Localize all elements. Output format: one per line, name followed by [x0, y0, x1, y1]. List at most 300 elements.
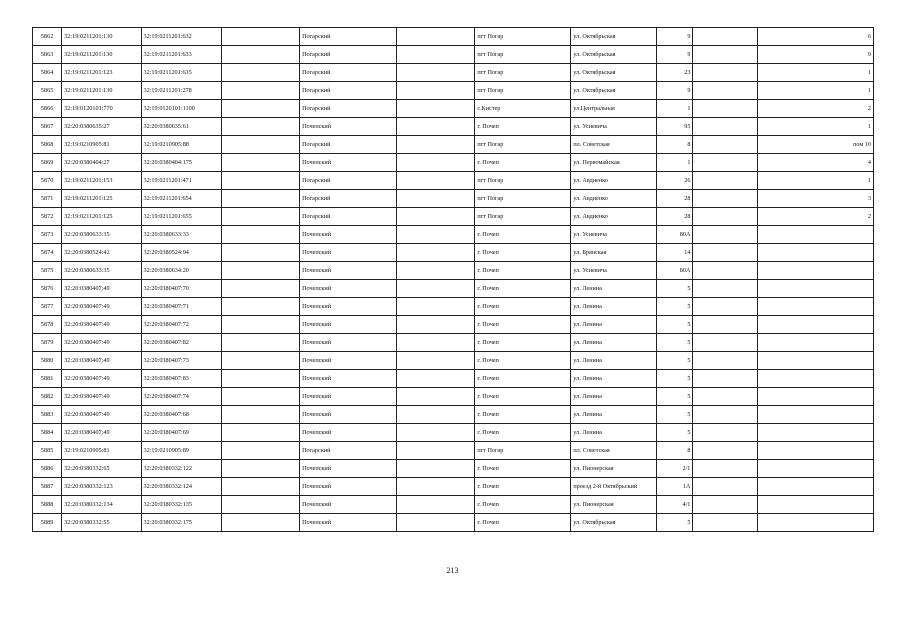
street-cell: ул. Октябрьская: [571, 46, 657, 64]
page-number: 213: [446, 566, 459, 575]
district-cell: Почепский: [300, 298, 397, 316]
house-number-cell: 8: [656, 136, 693, 154]
empty-cell: [397, 316, 475, 334]
empty-cell: [221, 316, 299, 334]
cadastral-number-cell: 32:19:0211201:655: [141, 208, 221, 226]
table-row: [33, 334, 874, 352]
settlement-cell: пгт Погар: [475, 172, 571, 190]
empty-cell: [221, 136, 299, 154]
empty-cell: [693, 118, 758, 136]
cadastral-number-cell: 32:20:0380633:33: [141, 226, 221, 244]
district-cell: Почепский: [300, 478, 397, 496]
empty-cell: [693, 226, 758, 244]
parent-cadastral-number-cell: 32:20:0380407:49: [62, 370, 141, 388]
empty-cell: [693, 136, 758, 154]
table-row: [33, 460, 874, 478]
empty-cell: [221, 46, 299, 64]
empty-cell: [221, 514, 299, 532]
empty-cell: [221, 118, 299, 136]
house-number-cell: 95: [656, 118, 693, 136]
table-row: [33, 406, 874, 424]
settlement-cell: пгт Погар: [475, 46, 571, 64]
parent-cadastral-number-cell: 32:19:0211201:125: [62, 190, 141, 208]
house-number-cell: 2/1: [656, 460, 693, 478]
district-cell: Погарский: [300, 172, 397, 190]
street-cell: ул. Октябрьская: [571, 82, 657, 100]
house-number-cell: 80А: [656, 226, 693, 244]
cadastral-number-cell: 32:20:0380635:61: [141, 118, 221, 136]
apartment-number-cell: [758, 478, 874, 496]
empty-cell: [221, 334, 299, 352]
empty-cell: [397, 82, 475, 100]
parent-cadastral-number-cell: 32:20:0380633:35: [62, 226, 141, 244]
empty-cell: [397, 496, 475, 514]
empty-cell: [693, 262, 758, 280]
empty-cell: [693, 190, 758, 208]
empty-cell: [221, 478, 299, 496]
street-cell: ул. Усиевича: [571, 262, 657, 280]
apartment-number-cell: [758, 226, 874, 244]
apartment-number-cell: [758, 334, 874, 352]
row-number-cell: 5864: [33, 64, 62, 82]
house-number-cell: 23: [656, 64, 693, 82]
settlement-cell: г. Почеп: [475, 280, 571, 298]
parent-cadastral-number-cell: 32:20:0380524:42: [62, 244, 141, 262]
district-cell: Почепский: [300, 262, 397, 280]
cadastral-number-cell: 32:20:0380332:124: [141, 478, 221, 496]
house-number-cell: 5: [656, 280, 693, 298]
row-number-cell: 5870: [33, 172, 62, 190]
parent-cadastral-number-cell: 32:19:0211201:125: [62, 208, 141, 226]
street-cell: ул. Ленина: [571, 406, 657, 424]
apartment-number-cell: 2: [758, 208, 874, 226]
house-number-cell: 80А: [656, 262, 693, 280]
empty-cell: [397, 370, 475, 388]
cadastral-number-cell: 32:20:0380332:122: [141, 460, 221, 478]
parent-cadastral-number-cell: 32:19:0211201:130: [62, 82, 141, 100]
empty-cell: [397, 460, 475, 478]
table-row: [33, 136, 874, 154]
empty-cell: [397, 172, 475, 190]
empty-cell: [693, 370, 758, 388]
empty-cell: [221, 64, 299, 82]
empty-cell: [693, 316, 758, 334]
apartment-number-cell: [758, 298, 874, 316]
empty-cell: [397, 280, 475, 298]
empty-cell: [693, 208, 758, 226]
district-cell: Погарский: [300, 64, 397, 82]
settlement-cell: г. Почеп: [475, 514, 571, 532]
table-row: [33, 28, 874, 46]
house-number-cell: 5: [656, 352, 693, 370]
empty-cell: [221, 100, 299, 118]
empty-cell: [693, 496, 758, 514]
row-number-cell: 5878: [33, 316, 62, 334]
parent-cadastral-number-cell: 32:20:0380407:49: [62, 298, 141, 316]
empty-cell: [397, 298, 475, 316]
settlement-cell: пгт Погар: [475, 442, 571, 460]
settlement-cell: г. Почеп: [475, 352, 571, 370]
apartment-number-cell: пом 10: [758, 136, 874, 154]
table-row: [33, 298, 874, 316]
district-cell: Почепский: [300, 424, 397, 442]
house-number-cell: 5: [656, 388, 693, 406]
table-row: [33, 64, 874, 82]
street-cell: ул. Брянская: [571, 244, 657, 262]
house-number-cell: 9: [656, 82, 693, 100]
apartment-number-cell: 3: [758, 190, 874, 208]
empty-cell: [693, 442, 758, 460]
empty-cell: [397, 352, 475, 370]
apartment-number-cell: 1: [758, 118, 874, 136]
empty-cell: [397, 262, 475, 280]
empty-cell: [397, 28, 475, 46]
empty-cell: [397, 424, 475, 442]
parent-cadastral-number-cell: 32:19:0211201:130: [62, 46, 141, 64]
apartment-number-cell: [758, 514, 874, 532]
street-cell: ул. Ленина: [571, 388, 657, 406]
district-cell: Почепский: [300, 496, 397, 514]
street-cell: ул. Ленина: [571, 334, 657, 352]
table-row: [33, 496, 874, 514]
cadastral-number-cell: 32:20:0380407:68: [141, 406, 221, 424]
settlement-cell: г. Почеп: [475, 226, 571, 244]
table-row: [33, 388, 874, 406]
house-number-cell: 5: [656, 334, 693, 352]
row-number-cell: 5865: [33, 82, 62, 100]
apartment-number-cell: 9: [758, 46, 874, 64]
cadastral-number-cell: 32:19:0211201:471: [141, 172, 221, 190]
empty-cell: [397, 334, 475, 352]
cadastral-number-cell: 32:20:0380407:74: [141, 388, 221, 406]
house-number-cell: 5: [656, 298, 693, 316]
empty-cell: [221, 280, 299, 298]
settlement-cell: г. Почеп: [475, 298, 571, 316]
cadastral-number-cell: 32:20:0380407:72: [141, 316, 221, 334]
settlement-cell: пгт Погар: [475, 190, 571, 208]
parent-cadastral-number-cell: 32:20:0380407:49: [62, 280, 141, 298]
cadastral-number-cell: 32:19:0211201:635: [141, 64, 221, 82]
settlement-cell: г. Почеп: [475, 262, 571, 280]
apartment-number-cell: [758, 352, 874, 370]
empty-cell: [397, 478, 475, 496]
registry-table: [32, 27, 874, 532]
settlement-cell: пгт Погар: [475, 82, 571, 100]
house-number-cell: 1А: [656, 478, 693, 496]
cadastral-number-cell: 32:20:0380407:70: [141, 280, 221, 298]
parent-cadastral-number-cell: 32:20:0380407:49: [62, 388, 141, 406]
house-number-cell: 28: [656, 208, 693, 226]
empty-cell: [221, 244, 299, 262]
row-number-cell: 5883: [33, 406, 62, 424]
settlement-cell: пгт Погар: [475, 28, 571, 46]
row-number-cell: 5869: [33, 154, 62, 172]
district-cell: Погарский: [300, 190, 397, 208]
apartment-number-cell: 1: [758, 172, 874, 190]
house-number-cell: 28: [656, 190, 693, 208]
apartment-number-cell: [758, 388, 874, 406]
settlement-cell: г. Почеп: [475, 424, 571, 442]
cadastral-number-cell: 32:19:0211201:278: [141, 82, 221, 100]
house-number-cell: 5: [656, 370, 693, 388]
cadastral-number-cell: 32:20:0380407:71: [141, 298, 221, 316]
empty-cell: [693, 460, 758, 478]
row-number-cell: 5871: [33, 190, 62, 208]
apartment-number-cell: 6: [758, 28, 874, 46]
settlement-cell: г. Почеп: [475, 478, 571, 496]
empty-cell: [693, 334, 758, 352]
parent-cadastral-number-cell: 32:20:0380332:134: [62, 496, 141, 514]
empty-cell: [221, 208, 299, 226]
district-cell: Почепский: [300, 406, 397, 424]
district-cell: Почепский: [300, 460, 397, 478]
settlement-cell: пгт Погар: [475, 208, 571, 226]
parent-cadastral-number-cell: 32:19:0211201:123: [62, 64, 141, 82]
empty-cell: [397, 190, 475, 208]
row-number-cell: 5863: [33, 46, 62, 64]
apartment-number-cell: 2: [758, 100, 874, 118]
table-row: [33, 280, 874, 298]
parent-cadastral-number-cell: 32:20:0380332:65: [62, 460, 141, 478]
table-row: [33, 100, 874, 118]
cadastral-number-cell: 32:19:0211201:654: [141, 190, 221, 208]
parent-cadastral-number-cell: 32:20:0380332:55: [62, 514, 141, 532]
district-cell: Погарский: [300, 136, 397, 154]
row-number-cell: 5886: [33, 460, 62, 478]
cadastral-number-cell: 32:19:0210905:89: [141, 442, 221, 460]
street-cell: ул. Ленина: [571, 298, 657, 316]
empty-cell: [397, 46, 475, 64]
empty-cell: [221, 352, 299, 370]
empty-cell: [221, 172, 299, 190]
empty-cell: [221, 370, 299, 388]
empty-cell: [397, 514, 475, 532]
settlement-cell: г. Почеп: [475, 316, 571, 334]
district-cell: Почепский: [300, 352, 397, 370]
empty-cell: [221, 262, 299, 280]
street-cell: ул. Авдиенко: [571, 172, 657, 190]
empty-cell: [221, 298, 299, 316]
table-row: [33, 82, 874, 100]
empty-cell: [693, 424, 758, 442]
cadastral-number-cell: 32:19:0211201:632: [141, 28, 221, 46]
row-number-cell: 5868: [33, 136, 62, 154]
district-cell: Почепский: [300, 514, 397, 532]
district-cell: Погарский: [300, 442, 397, 460]
district-cell: Почепский: [300, 154, 397, 172]
empty-cell: [693, 46, 758, 64]
parent-cadastral-number-cell: 32:20:0380404:27: [62, 154, 141, 172]
house-number-cell: 8: [656, 442, 693, 460]
row-number-cell: 5882: [33, 388, 62, 406]
district-cell: Почепский: [300, 244, 397, 262]
street-cell: пл. Советская: [571, 442, 657, 460]
table-row: [33, 478, 874, 496]
parent-cadastral-number-cell: 32:20:0380407:49: [62, 352, 141, 370]
house-number-cell: 5: [656, 406, 693, 424]
street-cell: пл. Советская: [571, 136, 657, 154]
parent-cadastral-number-cell: 32:19:0211201:153: [62, 172, 141, 190]
parent-cadastral-number-cell: 32:20:0380635:27: [62, 118, 141, 136]
apartment-number-cell: 1: [758, 82, 874, 100]
table-row: [33, 244, 874, 262]
cadastral-number-cell: 32:19:0210905:88: [141, 136, 221, 154]
apartment-number-cell: [758, 280, 874, 298]
row-number-cell: 5880: [33, 352, 62, 370]
settlement-cell: с.Кистер: [475, 100, 571, 118]
empty-cell: [397, 136, 475, 154]
district-cell: Почепский: [300, 334, 397, 352]
settlement-cell: г. Почеп: [475, 154, 571, 172]
cadastral-number-cell: 32:20:0380524:94: [141, 244, 221, 262]
cadastral-number-cell: 32:20:0380407:69: [141, 424, 221, 442]
apartment-number-cell: [758, 460, 874, 478]
empty-cell: [693, 244, 758, 262]
house-number-cell: 5: [656, 514, 693, 532]
empty-cell: [221, 406, 299, 424]
empty-cell: [693, 298, 758, 316]
house-number-cell: 26: [656, 172, 693, 190]
settlement-cell: г. Почеп: [475, 244, 571, 262]
street-cell: ул. Пионерская: [571, 496, 657, 514]
apartment-number-cell: [758, 244, 874, 262]
cadastral-number-cell: 32:19:0211201:633: [141, 46, 221, 64]
empty-cell: [693, 514, 758, 532]
cadastral-number-cell: 32:20:0380332:175: [141, 514, 221, 532]
table-row: [33, 46, 874, 64]
empty-cell: [693, 172, 758, 190]
empty-cell: [693, 100, 758, 118]
settlement-cell: г. Почеп: [475, 406, 571, 424]
house-number-cell: 9: [656, 46, 693, 64]
table-row: [33, 442, 874, 460]
settlement-cell: г. Почеп: [475, 460, 571, 478]
district-cell: Почепский: [300, 388, 397, 406]
empty-cell: [397, 118, 475, 136]
empty-cell: [693, 352, 758, 370]
district-cell: Погарский: [300, 208, 397, 226]
row-number-cell: 5885: [33, 442, 62, 460]
street-cell: ул. Ленина: [571, 280, 657, 298]
parent-cadastral-number-cell: 32:20:0380407:49: [62, 334, 141, 352]
settlement-cell: г. Почеп: [475, 370, 571, 388]
row-number-cell: 5881: [33, 370, 62, 388]
house-number-cell: 9: [656, 28, 693, 46]
table-row: [33, 352, 874, 370]
apartment-number-cell: [758, 496, 874, 514]
apartment-number-cell: 1: [758, 64, 874, 82]
district-cell: Погарский: [300, 100, 397, 118]
apartment-number-cell: [758, 442, 874, 460]
empty-cell: [221, 190, 299, 208]
table-row: [33, 316, 874, 334]
table-body: [33, 28, 874, 532]
row-number-cell: 5877: [33, 298, 62, 316]
street-cell: ул. Первомайская: [571, 154, 657, 172]
district-cell: Почепский: [300, 226, 397, 244]
district-cell: Почепский: [300, 370, 397, 388]
empty-cell: [693, 388, 758, 406]
row-number-cell: 5866: [33, 100, 62, 118]
empty-cell: [221, 82, 299, 100]
empty-cell: [693, 478, 758, 496]
settlement-cell: г. Почеп: [475, 388, 571, 406]
house-number-cell: 5: [656, 316, 693, 334]
row-number-cell: 5884: [33, 424, 62, 442]
parent-cadastral-number-cell: 32:20:0380407:49: [62, 316, 141, 334]
table-row: [33, 424, 874, 442]
apartment-number-cell: [758, 424, 874, 442]
empty-cell: [221, 442, 299, 460]
empty-cell: [221, 154, 299, 172]
row-number-cell: 5889: [33, 514, 62, 532]
street-cell: ул. Октябрьская: [571, 28, 657, 46]
row-number-cell: 5879: [33, 334, 62, 352]
cadastral-number-cell: 32:20:0380407:82: [141, 334, 221, 352]
house-number-cell: 4/1: [656, 496, 693, 514]
empty-cell: [397, 244, 475, 262]
empty-cell: [397, 100, 475, 118]
district-cell: Почепский: [300, 280, 397, 298]
settlement-cell: г. Почеп: [475, 496, 571, 514]
empty-cell: [397, 442, 475, 460]
empty-cell: [221, 460, 299, 478]
table-row: [33, 514, 874, 532]
row-number-cell: 5874: [33, 244, 62, 262]
street-cell: проезд 2-й Октябрьский: [571, 478, 657, 496]
street-cell: ул. Октябрьская: [571, 514, 657, 532]
empty-cell: [221, 496, 299, 514]
cadastral-number-cell: 32:20:0380332:135: [141, 496, 221, 514]
empty-cell: [693, 28, 758, 46]
empty-cell: [221, 28, 299, 46]
parent-cadastral-number-cell: 32:19:0211201:130: [62, 28, 141, 46]
empty-cell: [693, 82, 758, 100]
house-number-cell: 5: [656, 424, 693, 442]
empty-cell: [397, 208, 475, 226]
street-cell: ул. Усиевича: [571, 118, 657, 136]
house-number-cell: 1: [656, 154, 693, 172]
row-number-cell: 5872: [33, 208, 62, 226]
table-row: [33, 190, 874, 208]
empty-cell: [693, 154, 758, 172]
cadastral-number-cell: 32:20:0380634:20: [141, 262, 221, 280]
apartment-number-cell: [758, 406, 874, 424]
empty-cell: [397, 388, 475, 406]
empty-cell: [693, 64, 758, 82]
table-row: [33, 154, 874, 172]
parent-cadastral-number-cell: 32:20:0380332:123: [62, 478, 141, 496]
parent-cadastral-number-cell: 32:19:0120101:770: [62, 100, 141, 118]
street-cell: ул. Усиевича: [571, 226, 657, 244]
empty-cell: [221, 388, 299, 406]
row-number-cell: 5887: [33, 478, 62, 496]
table-row: [33, 226, 874, 244]
street-cell: ул. Авдиенко: [571, 208, 657, 226]
cadastral-number-cell: 32:20:0380407:83: [141, 370, 221, 388]
table-row: [33, 262, 874, 280]
empty-cell: [397, 226, 475, 244]
apartment-number-cell: 4: [758, 154, 874, 172]
empty-cell: [693, 280, 758, 298]
table-row: [33, 370, 874, 388]
parent-cadastral-number-cell: 32:20:0380407:49: [62, 424, 141, 442]
district-cell: Почепский: [300, 316, 397, 334]
street-cell: ул. Авдиенко: [571, 190, 657, 208]
street-cell: ул. Ленина: [571, 316, 657, 334]
settlement-cell: пгт Погар: [475, 64, 571, 82]
settlement-cell: г. Почеп: [475, 118, 571, 136]
